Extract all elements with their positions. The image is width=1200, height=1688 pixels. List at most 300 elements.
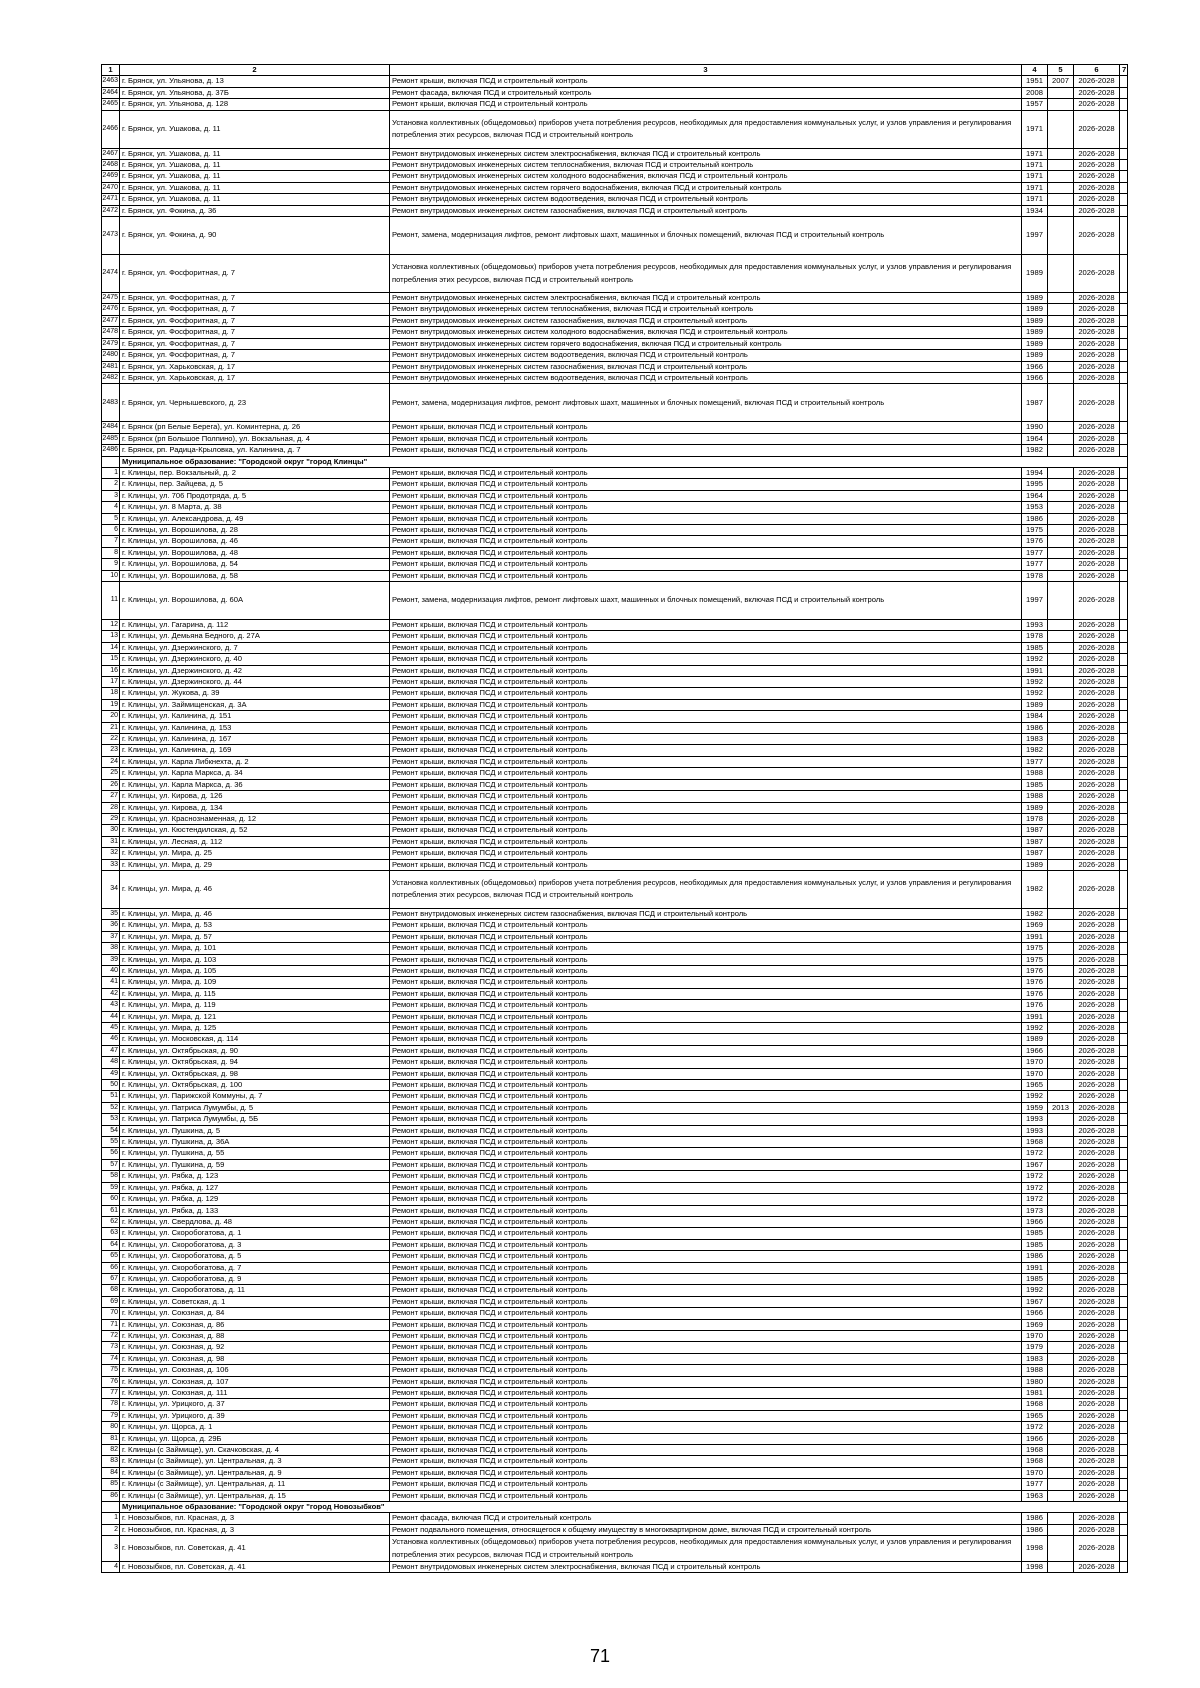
period-cell: 2026-2028 bbox=[1074, 99, 1120, 110]
table-row bbox=[102, 943, 1128, 954]
period-cell: 2026-2028 bbox=[1074, 954, 1120, 965]
reconstruction-year-cell bbox=[1048, 1479, 1074, 1490]
reconstruction-year-cell bbox=[1048, 1011, 1074, 1022]
period-cell: 2026-2028 bbox=[1074, 1479, 1120, 1490]
address-cell: г. Клинцы, ул. Ворошилова, д. 58 bbox=[120, 570, 390, 581]
address-cell: г. Клинцы, ул. Мира, д. 115 bbox=[120, 988, 390, 999]
row-number-cell: 2464 bbox=[102, 87, 120, 98]
work-type-cell: Ремонт внутридомовых инженерных систем теплоснабжения, включая ПСД и строительный контроль bbox=[390, 160, 1022, 171]
empty-cell bbox=[1120, 547, 1128, 558]
table-row bbox=[102, 920, 1128, 931]
address-cell: г. Брянск, ул. Харьковская, д. 17 bbox=[120, 372, 390, 383]
period-cell: 2026-2028 bbox=[1074, 1330, 1120, 1341]
empty-cell bbox=[1120, 1159, 1128, 1170]
work-type-cell: Ремонт крыши, включая ПСД и строительный контроль bbox=[390, 1091, 1022, 1102]
reconstruction-year-cell bbox=[1048, 908, 1074, 919]
empty-cell bbox=[1120, 813, 1128, 824]
row-number-cell: 2465 bbox=[102, 99, 120, 110]
table-row bbox=[102, 1068, 1128, 1079]
address-cell: г. Брянск, ул. Чернышевского, д. 23 bbox=[120, 384, 390, 422]
address-cell: г. Клинцы, ул. Московская, д. 114 bbox=[120, 1034, 390, 1045]
address-cell: г. Клинцы, ул. Демьяна Бедного, д. 27А bbox=[120, 631, 390, 642]
period-cell: 2026-2028 bbox=[1074, 1159, 1120, 1170]
row-number-cell: 86 bbox=[102, 1490, 120, 1501]
build-year-cell: 1975 bbox=[1022, 954, 1048, 965]
work-type-cell: Ремонт крыши, включая ПСД и строительный контроль bbox=[390, 422, 1022, 433]
address-cell: г. Брянск, рп. Радица-Крыловка, ул. Калинина, д. 7 bbox=[120, 445, 390, 456]
build-year-cell: 1998 bbox=[1022, 1561, 1048, 1572]
work-type-cell: Ремонт внутридомовых инженерных систем электроснабжения, включая ПСД и строительный контроль bbox=[390, 293, 1022, 304]
work-type-cell: Ремонт крыши, включая ПСД и строительный контроль bbox=[390, 1399, 1022, 1410]
table-row bbox=[102, 194, 1128, 205]
empty-cell bbox=[1120, 350, 1128, 361]
address-cell: г. Клинцы, ул. Союзная, д. 88 bbox=[120, 1330, 390, 1341]
table-row bbox=[102, 1399, 1128, 1410]
address-cell: г. Брянск, ул. Ульянова, д. 128 bbox=[120, 99, 390, 110]
build-year-cell: 1975 bbox=[1022, 524, 1048, 535]
table-row bbox=[102, 688, 1128, 699]
reconstruction-year-cell bbox=[1048, 1524, 1074, 1535]
row-number-cell: 56 bbox=[102, 1148, 120, 1159]
build-year-cell: 1987 bbox=[1022, 836, 1048, 847]
row-number-cell: 15 bbox=[102, 654, 120, 665]
build-year-cell: 1972 bbox=[1022, 1422, 1048, 1433]
period-cell: 2026-2028 bbox=[1074, 1524, 1120, 1535]
work-type-cell: Ремонт крыши, включая ПСД и строительный контроль bbox=[390, 1125, 1022, 1136]
period-cell: 2026-2028 bbox=[1074, 1251, 1120, 1262]
work-type-cell: Ремонт внутридомовых инженерных систем водоотведения, включая ПСД и строительный контроль bbox=[390, 372, 1022, 383]
build-year-cell: 1990 bbox=[1022, 422, 1048, 433]
reconstruction-year-cell bbox=[1048, 631, 1074, 642]
period-cell: 2026-2028 bbox=[1074, 490, 1120, 501]
reconstruction-year-cell bbox=[1048, 205, 1074, 216]
build-year-cell: 1989 bbox=[1022, 293, 1048, 304]
period-cell: 2026-2028 bbox=[1074, 620, 1120, 631]
table-row bbox=[102, 859, 1128, 870]
build-year-cell: 1989 bbox=[1022, 802, 1048, 813]
empty-cell bbox=[1120, 908, 1128, 919]
address-cell: г. Клинцы, ул. Союзная, д. 106 bbox=[120, 1365, 390, 1376]
reconstruction-year-cell bbox=[1048, 327, 1074, 338]
work-type-cell: Ремонт внутридомовых инженерных систем теплоснабжения, включая ПСД и строительный контроль bbox=[390, 304, 1022, 315]
work-type-cell: Ремонт фасада, включая ПСД и строительный контроль bbox=[390, 87, 1022, 98]
empty-cell bbox=[1120, 631, 1128, 642]
table-row bbox=[102, 338, 1128, 349]
reconstruction-year-cell bbox=[1048, 467, 1074, 478]
reconstruction-year-cell bbox=[1048, 1467, 1074, 1478]
row-number-cell: 2471 bbox=[102, 194, 120, 205]
period-cell: 2026-2028 bbox=[1074, 338, 1120, 349]
row-number-cell: 29 bbox=[102, 813, 120, 824]
build-year-cell: 1989 bbox=[1022, 1034, 1048, 1045]
row-number-cell: 60 bbox=[102, 1194, 120, 1205]
reconstruction-year-cell bbox=[1048, 745, 1074, 756]
table-row bbox=[102, 350, 1128, 361]
address-cell: г. Клинцы, ул. Урицкого, д. 39 bbox=[120, 1410, 390, 1421]
reconstruction-year-cell bbox=[1048, 255, 1074, 293]
row-number-cell: 53 bbox=[102, 1114, 120, 1125]
build-year-cell: 1972 bbox=[1022, 1171, 1048, 1182]
table-row bbox=[102, 1296, 1128, 1307]
reconstruction-year-cell bbox=[1048, 422, 1074, 433]
row-number-cell: 19 bbox=[102, 699, 120, 710]
period-cell: 2026-2028 bbox=[1074, 1011, 1120, 1022]
build-year-cell: 1977 bbox=[1022, 1479, 1048, 1490]
row-number-cell: 62 bbox=[102, 1216, 120, 1227]
reconstruction-year-cell bbox=[1048, 502, 1074, 513]
address-cell: г. Клинцы, ул. Мира, д. 109 bbox=[120, 977, 390, 988]
address-cell: г. Брянск, ул. Фосфоритная, д. 7 bbox=[120, 327, 390, 338]
work-type-cell: Ремонт крыши, включая ПСД и строительный контроль bbox=[390, 722, 1022, 733]
row-number-cell: 40 bbox=[102, 965, 120, 976]
table-row bbox=[102, 965, 1128, 976]
empty-cell bbox=[1120, 734, 1128, 745]
period-cell: 2026-2028 bbox=[1074, 182, 1120, 193]
work-type-cell: Ремонт внутридомовых инженерных систем газоснабжения, включая ПСД и строительный контроль bbox=[390, 908, 1022, 919]
reconstruction-year-cell bbox=[1048, 217, 1074, 255]
work-type-cell: Ремонт крыши, включая ПСД и строительный контроль bbox=[390, 570, 1022, 581]
reconstruction-year-cell bbox=[1048, 1273, 1074, 1284]
address-cell: г. Клинцы, ул. Советская, д. 1 bbox=[120, 1296, 390, 1307]
build-year-cell: 1992 bbox=[1022, 1091, 1048, 1102]
row-number-cell: 77 bbox=[102, 1388, 120, 1399]
build-year-cell: 1966 bbox=[1022, 361, 1048, 372]
build-year-cell: 1968 bbox=[1022, 1456, 1048, 1467]
work-type-cell: Ремонт внутридомовых инженерных систем электроснабжения, включая ПСД и строительный контроль bbox=[390, 148, 1022, 159]
row-number-cell: 69 bbox=[102, 1296, 120, 1307]
period-cell: 2026-2028 bbox=[1074, 1561, 1120, 1572]
table-row bbox=[102, 1524, 1128, 1535]
work-type-cell: Ремонт крыши, включая ПСД и строительный контроль bbox=[390, 943, 1022, 954]
work-type-cell: Ремонт крыши, включая ПСД и строительный контроль bbox=[390, 756, 1022, 767]
work-type-cell: Ремонт крыши, включая ПСД и строительный контроль bbox=[390, 859, 1022, 870]
work-type-cell: Ремонт крыши, включая ПСД и строительный контроль bbox=[390, 1137, 1022, 1148]
empty-cell bbox=[1120, 1273, 1128, 1284]
reconstruction-year-cell bbox=[1048, 813, 1074, 824]
build-year-cell: 1971 bbox=[1022, 194, 1048, 205]
build-year-cell: 1976 bbox=[1022, 1000, 1048, 1011]
build-year-cell: 1969 bbox=[1022, 920, 1048, 931]
reconstruction-year-cell bbox=[1048, 1171, 1074, 1182]
row-number-cell: 2486 bbox=[102, 445, 120, 456]
build-year-cell: 1989 bbox=[1022, 350, 1048, 361]
reconstruction-year-cell bbox=[1048, 194, 1074, 205]
reconstruction-year-cell bbox=[1048, 182, 1074, 193]
build-year-cell: 1979 bbox=[1022, 1342, 1048, 1353]
build-year-cell: 1991 bbox=[1022, 931, 1048, 942]
row-number-cell: 28 bbox=[102, 802, 120, 813]
address-cell: г. Клинцы, ул. Скоробогатова, д. 9 bbox=[120, 1273, 390, 1284]
build-year-cell: 1976 bbox=[1022, 965, 1048, 976]
row-number-cell: 5 bbox=[102, 513, 120, 524]
empty-cell bbox=[1120, 1467, 1128, 1478]
row-number-cell: 24 bbox=[102, 756, 120, 767]
reconstruction-year-cell bbox=[1048, 943, 1074, 954]
period-cell: 2026-2028 bbox=[1074, 756, 1120, 767]
period-cell: 2026-2028 bbox=[1074, 1467, 1120, 1478]
reconstruction-year-cell bbox=[1048, 756, 1074, 767]
table-row bbox=[102, 813, 1128, 824]
period-cell: 2026-2028 bbox=[1074, 1296, 1120, 1307]
work-type-cell: Ремонт крыши, включая ПСД и строительный контроль bbox=[390, 76, 1022, 87]
empty-cell bbox=[1120, 1445, 1128, 1456]
table-row bbox=[102, 1182, 1128, 1193]
period-cell: 2026-2028 bbox=[1074, 1171, 1120, 1182]
reconstruction-year-cell bbox=[1048, 1057, 1074, 1068]
period-cell: 2026-2028 bbox=[1074, 802, 1120, 813]
reconstruction-year-cell bbox=[1048, 1251, 1074, 1262]
address-cell: г. Клинцы, ул. Кирова, д. 126 bbox=[120, 791, 390, 802]
row-number-cell: 31 bbox=[102, 836, 120, 847]
address-cell: г. Клинцы, ул. Дзержинского, д. 40 bbox=[120, 654, 390, 665]
reconstruction-year-cell bbox=[1048, 1376, 1074, 1387]
row-number-cell: 66 bbox=[102, 1262, 120, 1273]
reconstruction-year-cell bbox=[1048, 1365, 1074, 1376]
empty-cell bbox=[1120, 836, 1128, 847]
period-cell: 2026-2028 bbox=[1074, 699, 1120, 710]
empty-cell bbox=[1120, 1285, 1128, 1296]
period-cell: 2026-2028 bbox=[1074, 1228, 1120, 1239]
table-row bbox=[102, 1330, 1128, 1341]
work-type-cell: Ремонт крыши, включая ПСД и строительный контроль bbox=[390, 1102, 1022, 1113]
period-cell: 2026-2028 bbox=[1074, 87, 1120, 98]
empty-cell bbox=[1120, 825, 1128, 836]
row-number-cell: 67 bbox=[102, 1273, 120, 1284]
address-cell: г. Новозыбков, пл. Советская, д. 41 bbox=[120, 1536, 390, 1562]
row-number-cell: 45 bbox=[102, 1023, 120, 1034]
build-year-cell: 1985 bbox=[1022, 642, 1048, 653]
address-cell: г. Клинцы, ул. Мира, д. 101 bbox=[120, 943, 390, 954]
header-cell: 4 bbox=[1022, 65, 1048, 76]
reconstruction-year-cell bbox=[1048, 825, 1074, 836]
table-row bbox=[102, 1057, 1128, 1068]
work-type-cell: Ремонт крыши, включая ПСД и строительный контроль bbox=[390, 547, 1022, 558]
table-row bbox=[102, 1467, 1128, 1478]
period-cell: 2026-2028 bbox=[1074, 1388, 1120, 1399]
period-cell: 2026-2028 bbox=[1074, 920, 1120, 931]
period-cell: 2026-2028 bbox=[1074, 547, 1120, 558]
reconstruction-year-cell bbox=[1048, 536, 1074, 547]
period-cell: 2026-2028 bbox=[1074, 536, 1120, 547]
period-cell: 2026-2028 bbox=[1074, 433, 1120, 444]
period-cell: 2026-2028 bbox=[1074, 1148, 1120, 1159]
header-cell: 2 bbox=[120, 65, 390, 76]
build-year-cell: 1975 bbox=[1022, 943, 1048, 954]
row-number-cell: 70 bbox=[102, 1308, 120, 1319]
work-type-cell: Ремонт крыши, включая ПСД и строительный контроль bbox=[390, 1194, 1022, 1205]
address-cell: г. Клинцы, ул. Мира, д. 125 bbox=[120, 1023, 390, 1034]
row-number-cell: 79 bbox=[102, 1410, 120, 1421]
address-cell: г. Клинцы, ул. Ворошилова, д. 48 bbox=[120, 547, 390, 558]
reconstruction-year-cell bbox=[1048, 87, 1074, 98]
build-year-cell: 1989 bbox=[1022, 304, 1048, 315]
build-year-cell: 1992 bbox=[1022, 688, 1048, 699]
work-type-cell: Ремонт, замена, модернизация лифтов, ремонт лифтовых шахт, машинных и блочных помещений, включая ПСД и строительный контроль bbox=[390, 384, 1022, 422]
table-row bbox=[102, 513, 1128, 524]
address-cell: г. Клинцы, ул. Рябка, д. 123 bbox=[120, 1171, 390, 1182]
period-cell: 2026-2028 bbox=[1074, 582, 1120, 620]
empty-cell bbox=[1120, 722, 1128, 733]
reconstruction-year-cell bbox=[1048, 665, 1074, 676]
build-year-cell: 1967 bbox=[1022, 1296, 1048, 1307]
address-cell: г. Клинцы, ул. Скоробогатова, д. 7 bbox=[120, 1262, 390, 1273]
empty-cell bbox=[1120, 490, 1128, 501]
work-type-cell: Ремонт крыши, включая ПСД и строительный контроль bbox=[390, 1011, 1022, 1022]
work-type-cell: Ремонт внутридомовых инженерных систем горячего водоснабжения, включая ПСД и строительный контроль bbox=[390, 338, 1022, 349]
empty-cell bbox=[1120, 171, 1128, 182]
row-number-cell: 26 bbox=[102, 779, 120, 790]
work-type-cell: Ремонт внутридомовых инженерных систем электроснабжения, включая ПСД и строительный контроль bbox=[390, 1561, 1022, 1572]
table-row bbox=[102, 304, 1128, 315]
work-type-cell: Ремонт крыши, включая ПСД и строительный контроль bbox=[390, 467, 1022, 478]
empty-cell bbox=[1120, 1479, 1128, 1490]
table-row bbox=[102, 327, 1128, 338]
reconstruction-year-cell bbox=[1048, 779, 1074, 790]
empty-cell bbox=[1120, 1239, 1128, 1250]
period-cell: 2026-2028 bbox=[1074, 171, 1120, 182]
row-number-cell: 41 bbox=[102, 977, 120, 988]
build-year-cell: 1985 bbox=[1022, 1228, 1048, 1239]
build-year-cell: 1969 bbox=[1022, 1319, 1048, 1330]
period-cell: 2026-2028 bbox=[1074, 293, 1120, 304]
build-year-cell: 1982 bbox=[1022, 908, 1048, 919]
period-cell: 2026-2028 bbox=[1074, 836, 1120, 847]
period-cell: 2026-2028 bbox=[1074, 1102, 1120, 1113]
row-number-cell: 2478 bbox=[102, 327, 120, 338]
row-number-cell: 32 bbox=[102, 848, 120, 859]
address-cell: г. Клинцы, ул. Жукова, д. 39 bbox=[120, 688, 390, 699]
table-row bbox=[102, 1205, 1128, 1216]
address-cell: г. Клинцы, ул. Пушкина, д. 59 bbox=[120, 1159, 390, 1170]
table-row bbox=[102, 490, 1128, 501]
reconstruction-year-cell bbox=[1048, 836, 1074, 847]
build-year-cell: 1965 bbox=[1022, 1080, 1048, 1091]
address-cell: г. Клинцы, ул. Щорса, д. 1 bbox=[120, 1422, 390, 1433]
row-number-cell: 2475 bbox=[102, 293, 120, 304]
row-number-cell: 78 bbox=[102, 1399, 120, 1410]
work-type-cell: Ремонт крыши, включая ПСД и строительный контроль bbox=[390, 1353, 1022, 1364]
empty-cell bbox=[1120, 327, 1128, 338]
build-year-cell: 1998 bbox=[1022, 1536, 1048, 1562]
build-year-cell: 1986 bbox=[1022, 513, 1048, 524]
period-cell: 2026-2028 bbox=[1074, 1182, 1120, 1193]
address-cell: г. Клинцы, ул. Мира, д. 29 bbox=[120, 859, 390, 870]
row-number-cell: 2477 bbox=[102, 315, 120, 326]
period-cell: 2026-2028 bbox=[1074, 1365, 1120, 1376]
work-type-cell: Ремонт крыши, включая ПСД и строительный контроль bbox=[390, 1422, 1022, 1433]
period-cell: 2026-2028 bbox=[1074, 76, 1120, 87]
address-cell: г. Брянск, ул. Ушакова, д. 11 bbox=[120, 194, 390, 205]
period-cell: 2026-2028 bbox=[1074, 205, 1120, 216]
reconstruction-year-cell bbox=[1048, 372, 1074, 383]
empty-cell bbox=[1120, 1353, 1128, 1364]
empty-cell bbox=[1120, 677, 1128, 688]
work-type-cell: Ремонт крыши, включая ПСД и строительный контроль bbox=[390, 1445, 1022, 1456]
reconstruction-year-cell bbox=[1048, 1388, 1074, 1399]
reconstruction-year-cell bbox=[1048, 1148, 1074, 1159]
address-cell: г. Клинцы, ул. Кюстендилская, д. 52 bbox=[120, 825, 390, 836]
build-year-cell: 1970 bbox=[1022, 1068, 1048, 1079]
table-row bbox=[102, 536, 1128, 547]
table-row bbox=[102, 1023, 1128, 1034]
table-row bbox=[102, 1490, 1128, 1501]
empty-cell bbox=[1120, 1433, 1128, 1444]
work-type-cell: Ремонт внутридомовых инженерных систем горячего водоснабжения, включая ПСД и строительный контроль bbox=[390, 182, 1022, 193]
reconstruction-year-cell bbox=[1048, 642, 1074, 653]
row-number-cell: 30 bbox=[102, 825, 120, 836]
reconstruction-year-cell bbox=[1048, 1410, 1074, 1421]
table-row bbox=[102, 547, 1128, 558]
work-type-cell: Ремонт крыши, включая ПСД и строительный контроль bbox=[390, 1182, 1022, 1193]
reconstruction-year-cell bbox=[1048, 384, 1074, 422]
reconstruction-year-cell bbox=[1048, 1239, 1074, 1250]
empty-cell bbox=[1120, 1137, 1128, 1148]
empty-cell bbox=[1120, 688, 1128, 699]
table-row bbox=[102, 76, 1128, 87]
reconstruction-year-cell bbox=[1048, 1296, 1074, 1307]
address-cell: г. Клинцы (с Займище), ул. Центральная, д. 3 bbox=[120, 1456, 390, 1467]
empty-cell bbox=[1120, 87, 1128, 98]
table-row bbox=[102, 1011, 1128, 1022]
work-type-cell: Ремонт крыши, включая ПСД и строительный контроль bbox=[390, 1388, 1022, 1399]
work-type-cell: Ремонт крыши, включая ПСД и строительный контроль bbox=[390, 665, 1022, 676]
build-year-cell: 1951 bbox=[1022, 76, 1048, 87]
address-cell: г. Брянск, ул. Ушакова, д. 11 bbox=[120, 171, 390, 182]
address-cell: г. Клинцы, ул. Мира, д. 121 bbox=[120, 1011, 390, 1022]
work-type-cell: Ремонт, замена, модернизация лифтов, ремонт лифтовых шахт, машинных и блочных помещений, включая ПСД и строительный контроль bbox=[390, 582, 1022, 620]
reconstruction-year-cell bbox=[1048, 859, 1074, 870]
table-row bbox=[102, 1308, 1128, 1319]
period-cell: 2026-2028 bbox=[1074, 1216, 1120, 1227]
table-row bbox=[102, 1137, 1128, 1148]
work-type-cell: Установка коллективных (общедомовых) приборов учета потребления ресурсов, необходимых для предоставления коммунальных услуг, и узлов управления и регулирования потребления этих ресурсов, включая ПСД и строительный контроль bbox=[390, 1536, 1022, 1562]
work-type-cell: Ремонт крыши, включая ПСД и строительный контроль bbox=[390, 699, 1022, 710]
period-cell: 2026-2028 bbox=[1074, 665, 1120, 676]
build-year-cell: 1985 bbox=[1022, 1239, 1048, 1250]
row-number-cell: 8 bbox=[102, 547, 120, 558]
row-number-cell: 59 bbox=[102, 1182, 120, 1193]
empty-cell bbox=[1120, 148, 1128, 159]
row-number-cell: 2480 bbox=[102, 350, 120, 361]
empty-cell bbox=[1120, 1114, 1128, 1125]
table-row bbox=[102, 954, 1128, 965]
table-row bbox=[102, 1148, 1128, 1159]
build-year-cell: 1987 bbox=[1022, 848, 1048, 859]
work-type-cell: Ремонт крыши, включая ПСД и строительный контроль bbox=[390, 1330, 1022, 1341]
row-number-cell: 2466 bbox=[102, 110, 120, 148]
table-row bbox=[102, 1045, 1128, 1056]
work-type-cell: Ремонт крыши, включая ПСД и строительный контроль bbox=[390, 1034, 1022, 1045]
row-number-cell: 21 bbox=[102, 722, 120, 733]
table-row bbox=[102, 160, 1128, 171]
reconstruction-year-cell bbox=[1048, 965, 1074, 976]
section-spacer bbox=[102, 1502, 120, 1513]
period-cell: 2026-2028 bbox=[1074, 1399, 1120, 1410]
work-type-cell: Ремонт крыши, включая ПСД и строительный контроль bbox=[390, 1479, 1022, 1490]
build-year-cell: 1965 bbox=[1022, 1410, 1048, 1421]
work-type-cell: Ремонт крыши, включая ПСД и строительный контроль bbox=[390, 677, 1022, 688]
row-number-cell: 51 bbox=[102, 1091, 120, 1102]
table-row bbox=[102, 1114, 1128, 1125]
address-cell: г. Клинцы, ул. Рябка, д. 133 bbox=[120, 1205, 390, 1216]
table-row bbox=[102, 1216, 1128, 1227]
address-cell: г. Брянск, ул. Фокина, д. 36 bbox=[120, 205, 390, 216]
empty-cell bbox=[1120, 1205, 1128, 1216]
address-cell: г. Клинцы, ул. Свердлова, д. 48 bbox=[120, 1216, 390, 1227]
work-type-cell: Ремонт крыши, включая ПСД и строительный контроль bbox=[390, 1171, 1022, 1182]
work-type-cell: Ремонт крыши, включая ПСД и строительный контроль bbox=[390, 825, 1022, 836]
empty-cell bbox=[1120, 205, 1128, 216]
